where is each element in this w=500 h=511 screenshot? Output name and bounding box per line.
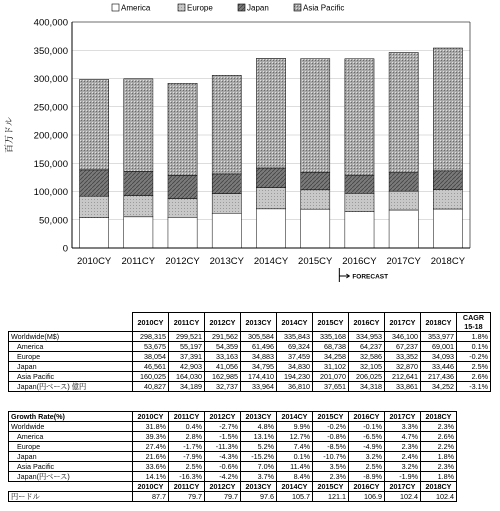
y-tick-label: 300,000	[33, 74, 68, 85]
table-cell: -8.5%	[313, 442, 349, 452]
legend-label: Japan	[247, 3, 269, 13]
table-cell: 33.6%	[133, 462, 169, 472]
table-cell: 4.7%	[385, 432, 421, 442]
table-cell: 206,025	[349, 372, 385, 382]
table-cell: 55,197	[169, 342, 205, 352]
table-corner-cell	[9, 482, 133, 492]
table-cell: 2.3%	[421, 422, 457, 432]
table-cell: 32,737	[205, 382, 241, 392]
x-tick-label: 2010CY	[76, 256, 112, 267]
table-cell: -0.1%	[349, 422, 385, 432]
legend-label: Asia Pacific	[303, 3, 345, 13]
table-cell: 14.1%	[133, 472, 169, 482]
table-cell: 102.4	[385, 492, 421, 502]
table-cell: 34,795	[241, 362, 277, 372]
bar-europe	[256, 188, 285, 209]
table-cell: -1.5%	[205, 432, 241, 442]
table-cell: -10.7%	[313, 452, 349, 462]
bar-asia-pacific	[345, 59, 374, 175]
bar-europe	[80, 196, 109, 218]
row-label: Japan	[9, 362, 133, 372]
table-cell: 3.2%	[349, 452, 385, 462]
table-cell: 32,870	[385, 362, 421, 372]
table-cell: 54,359	[205, 342, 241, 352]
column-header: 2016CY	[349, 482, 385, 492]
row-label: Worldwide	[9, 422, 133, 432]
table-row	[9, 452, 457, 462]
table-cell: 1.8%	[421, 452, 457, 462]
table-cell: -1.9%	[385, 472, 421, 482]
table-cell: 2.3%	[385, 442, 421, 452]
bar-japan	[433, 171, 462, 190]
table-cell: 39.3%	[133, 432, 169, 442]
forecast-label: FORECAST	[352, 273, 389, 281]
table-cell: 102.4	[421, 492, 457, 502]
row-label: Worldwide(M$)	[9, 332, 133, 342]
row-label: Japan(円ベース) 億円	[9, 382, 133, 392]
table-cell: 164,030	[169, 372, 205, 382]
table-cell: 335,168	[313, 332, 349, 342]
table-cell: 34,318	[349, 382, 385, 392]
x-tick-label: 2011CY	[121, 256, 156, 267]
table-cell: -2.7%	[205, 422, 241, 432]
x-tick-label: 2017CY	[386, 256, 421, 267]
table-cell: 0.4%	[169, 422, 205, 432]
table-cell: 34,189	[169, 382, 205, 392]
bar-europe	[389, 191, 418, 210]
table-corner-cell: Growth Rate(%)	[9, 412, 133, 422]
bar-america	[389, 210, 418, 248]
cagr-cell: 0.1%	[457, 342, 491, 352]
row-label: Japan	[9, 452, 133, 462]
x-tick-label: 2012CY	[165, 256, 200, 267]
table-cell: 31.8%	[133, 422, 169, 432]
column-header: 2012CY	[205, 482, 241, 492]
table-cell: 68,738	[313, 342, 349, 352]
table-row	[9, 362, 491, 372]
y-tick-label: 150,000	[33, 158, 68, 170]
table-cell: 174,410	[241, 372, 277, 382]
column-header: 2011CY	[169, 412, 205, 422]
table-row	[9, 432, 457, 442]
x-tick-label: 2016CY	[342, 256, 377, 267]
table-cell: 4.8%	[241, 422, 277, 432]
column-header: 2013CY	[241, 313, 277, 332]
table-header-row	[9, 482, 457, 492]
table-cell: 42,903	[169, 362, 205, 372]
column-header: 2015CY	[313, 412, 349, 422]
cagr-cell: 2.6%	[457, 372, 491, 382]
bar-japan	[124, 171, 153, 195]
bar-europe	[433, 190, 462, 209]
table-cell: -4.3%	[205, 452, 241, 462]
table-cell: 0.1%	[277, 452, 313, 462]
table-cell: 212,641	[385, 372, 421, 382]
table-cell: 2.3%	[313, 472, 349, 482]
row-label: Europe	[9, 352, 133, 362]
y-tick-label: 50,000	[38, 215, 68, 227]
table-cell: -8.9%	[349, 472, 385, 482]
column-header: 2010CY	[133, 482, 169, 492]
row-label: Asia Pacific	[9, 462, 133, 472]
legend-swatch	[178, 4, 185, 11]
bar-asia-pacific	[124, 79, 153, 172]
table-cell: 69,324	[277, 342, 313, 352]
table-cell: 2.3%	[421, 462, 457, 472]
y-tick-label: 400,000	[33, 17, 68, 29]
table-cell: -1.7%	[169, 442, 205, 452]
column-header: 2011CY	[169, 482, 205, 492]
table-cell: 298,315	[133, 332, 169, 342]
column-header: 2010CY	[133, 412, 169, 422]
table-cell: 40,827	[133, 382, 169, 392]
table-cell: 34,258	[313, 352, 349, 362]
bar-america	[168, 217, 197, 248]
table-cell: 69,001	[421, 342, 457, 352]
table-cell: 7.4%	[277, 442, 313, 452]
table-cell: 162,985	[205, 372, 241, 382]
table-header-row	[9, 412, 457, 422]
table-cell: 33,861	[385, 382, 421, 392]
legend-swatch	[112, 4, 119, 11]
bar-asia-pacific	[256, 58, 285, 168]
table-cell: -7.9%	[169, 452, 205, 462]
table-row	[9, 492, 457, 502]
table-cell: 67,237	[385, 342, 421, 352]
bar-america	[256, 209, 285, 248]
column-header: 2018CY	[421, 412, 457, 422]
table-cell: 346,100	[385, 332, 421, 342]
row-label: America	[9, 342, 133, 352]
row-label: America	[9, 432, 133, 442]
table-cell: 79.7	[169, 492, 205, 502]
exchange-rate-table	[8, 481, 457, 502]
x-tick-label: 2014CY	[253, 256, 289, 267]
table-corner-cell	[9, 313, 133, 332]
column-header: 2013CY	[241, 412, 277, 422]
table-row	[9, 462, 457, 472]
table-cell: 34,830	[277, 362, 313, 372]
cagr-cell: 1.8%	[457, 332, 491, 342]
bar-japan	[212, 174, 241, 194]
column-header: 2010CY	[133, 313, 169, 332]
table-cell: 34,883	[241, 352, 277, 362]
cagr-cell: 2.5%	[457, 362, 491, 372]
table-cell: 7.0%	[241, 462, 277, 472]
table-cell: 8.4%	[277, 472, 313, 482]
bar-europe	[301, 190, 330, 209]
table-cell: 34,252	[421, 382, 457, 392]
table-header-row	[9, 313, 491, 332]
table-cell: 11.4%	[277, 462, 313, 472]
table-cell: -0.2%	[313, 422, 349, 432]
column-header: 2015CY	[313, 313, 349, 332]
bar-asia-pacific	[80, 79, 109, 169]
table-row	[9, 352, 491, 362]
x-tick-label: 2018CY	[430, 256, 466, 267]
table-cell: 27.4%	[133, 442, 169, 452]
table-cell: 217,436	[421, 372, 457, 382]
column-header: 2017CY	[385, 412, 421, 422]
column-header: 2011CY	[169, 313, 205, 332]
table-row	[9, 372, 491, 382]
column-header: 2018CY	[421, 482, 457, 492]
table-cell: 79.7	[205, 492, 241, 502]
column-header: 2014CY	[277, 482, 313, 492]
table-cell: 53,675	[133, 342, 169, 352]
table-cell: 105.7	[277, 492, 313, 502]
table-cell: 2.8%	[169, 432, 205, 442]
growth-rate-table	[8, 411, 457, 482]
bar-asia-pacific	[212, 75, 241, 174]
market-size-table	[8, 312, 491, 392]
bar-japan	[301, 172, 330, 190]
table-cell: 194,230	[277, 372, 313, 382]
table-cell: 334,953	[349, 332, 385, 342]
table-cell: 305,584	[241, 332, 277, 342]
y-tick-label: 0	[62, 243, 68, 255]
table-cell: 41,056	[205, 362, 241, 372]
column-header: 2018CY	[421, 313, 457, 332]
table-cell: -4.2%	[205, 472, 241, 482]
table-cell: 3.5%	[313, 462, 349, 472]
legend-swatch	[294, 4, 301, 11]
column-header: 2013CY	[241, 482, 277, 492]
table-cell: 12.7%	[277, 432, 313, 442]
table-cell: 9.9%	[277, 422, 313, 432]
x-tick-label: 2013CY	[209, 256, 244, 267]
bar-america	[124, 217, 153, 248]
table-cell: 299,521	[169, 332, 205, 342]
table-row	[9, 472, 457, 482]
bar-asia-pacific	[168, 83, 197, 175]
cagr-cell: -3.1%	[457, 382, 491, 392]
row-label: Asia Pacific	[9, 372, 133, 382]
x-tick-label: 2015CY	[298, 256, 333, 267]
table-cell: 201,070	[313, 372, 349, 382]
table-cell: 291,562	[205, 332, 241, 342]
y-tick-labels	[34, 18, 68, 255]
table-cell: 33,163	[205, 352, 241, 362]
table-cell: -0.6%	[205, 462, 241, 472]
table-cell: 31,102	[313, 362, 349, 372]
y-axis-label: 百万ドル	[4, 116, 14, 154]
table-row	[9, 422, 457, 432]
legend-label: Europe	[187, 3, 213, 13]
column-header: 2017CY	[385, 313, 421, 332]
table-row	[9, 382, 491, 392]
table-cell: 33,446	[421, 362, 457, 372]
column-header: 2012CY	[205, 313, 241, 332]
table-cell: 37,651	[313, 382, 349, 392]
bar-japan	[345, 175, 374, 193]
table-cell: 5.2%	[241, 442, 277, 452]
table-row	[9, 442, 457, 452]
bar-japan	[256, 168, 285, 188]
bar-japan	[168, 175, 197, 198]
bar-asia-pacific	[389, 52, 418, 172]
table-cell: -6.5%	[349, 432, 385, 442]
cagr-header	[457, 313, 491, 332]
chart-bars	[80, 48, 463, 248]
bar-america	[212, 213, 241, 248]
y-tick-label: 350,000	[33, 45, 68, 57]
table-cell: 2.2%	[421, 442, 457, 452]
legend-label: America	[121, 3, 151, 13]
table-cell: 3.2%	[385, 462, 421, 472]
table-cell: 2.5%	[169, 462, 205, 472]
table-cell: -15.2%	[241, 452, 277, 462]
table-cell: 335,843	[277, 332, 313, 342]
bar-europe	[212, 194, 241, 214]
column-header: 2016CY	[349, 412, 385, 422]
y-tick-label: 250,000	[33, 102, 68, 114]
table-cell: 32,586	[349, 352, 385, 362]
table-cell: 32,105	[349, 362, 385, 372]
table-cell: 87.7	[133, 492, 169, 502]
bar-japan	[389, 173, 418, 192]
table-cell: 34,093	[421, 352, 457, 362]
column-header: 2012CY	[205, 412, 241, 422]
table-cell: 106.9	[349, 492, 385, 502]
table-cell: 97.6	[241, 492, 277, 502]
x-tick-labels	[77, 256, 466, 267]
table-cell: 38,054	[133, 352, 169, 362]
column-header: 2017CY	[385, 482, 421, 492]
table-row	[9, 332, 491, 342]
bar-europe	[168, 199, 197, 218]
bar-europe	[124, 196, 153, 217]
cagr-header-line: 15-18	[464, 322, 483, 331]
legend-swatch	[238, 4, 245, 11]
table-cell: -11.3%	[205, 442, 241, 452]
column-header: 2016CY	[349, 313, 385, 332]
table-cell: 37,391	[169, 352, 205, 362]
cagr-header-line: CAGR	[462, 313, 485, 322]
table-cell: -0.8%	[313, 432, 349, 442]
bar-europe	[345, 193, 374, 211]
table-cell: 2.6%	[421, 432, 457, 442]
forecast-marker	[339, 268, 388, 282]
table-cell: 64,237	[349, 342, 385, 352]
row-label: Japan(円ベース)	[9, 472, 133, 482]
y-tick-label: 100,000	[33, 187, 68, 198]
table-cell: 46,561	[133, 362, 169, 372]
table-cell: 2.4%	[385, 452, 421, 462]
table-row	[9, 342, 491, 352]
column-header: 2015CY	[313, 482, 349, 492]
table-cell: -16.3%	[169, 472, 205, 482]
table-cell: 160,025	[133, 372, 169, 382]
table-cell: 33,964	[241, 382, 277, 392]
table-cell: 1.8%	[421, 472, 457, 482]
chart-legend	[112, 4, 344, 13]
table-cell: 33,352	[385, 352, 421, 362]
row-label: Europe	[9, 442, 133, 452]
bar-asia-pacific	[301, 59, 330, 173]
bar-japan	[80, 170, 109, 196]
table-cell: 36,810	[277, 382, 313, 392]
y-tick-label: 200,000	[33, 130, 68, 142]
bar-asia-pacific	[433, 48, 462, 171]
table-cell: 121.1	[313, 492, 349, 502]
table-cell: 2.5%	[349, 462, 385, 472]
table-cell: -4.9%	[349, 442, 385, 452]
table-cell: 3.7%	[241, 472, 277, 482]
bar-america	[433, 209, 462, 248]
cagr-cell: -0.2%	[457, 352, 491, 362]
table-cell: 37,459	[277, 352, 313, 362]
table-cell: 21.6%	[133, 452, 169, 462]
column-header: 2014CY	[277, 412, 313, 422]
table-cell: 13.1%	[241, 432, 277, 442]
bar-america	[80, 218, 109, 248]
column-header: 2014CY	[277, 313, 313, 332]
bar-america	[301, 209, 330, 248]
bar-america	[345, 212, 374, 248]
table-cell: 61,496	[241, 342, 277, 352]
table-cell: 353,977	[421, 332, 457, 342]
table-cell: 3.3%	[385, 422, 421, 432]
row-label: 円ードル	[9, 492, 133, 502]
